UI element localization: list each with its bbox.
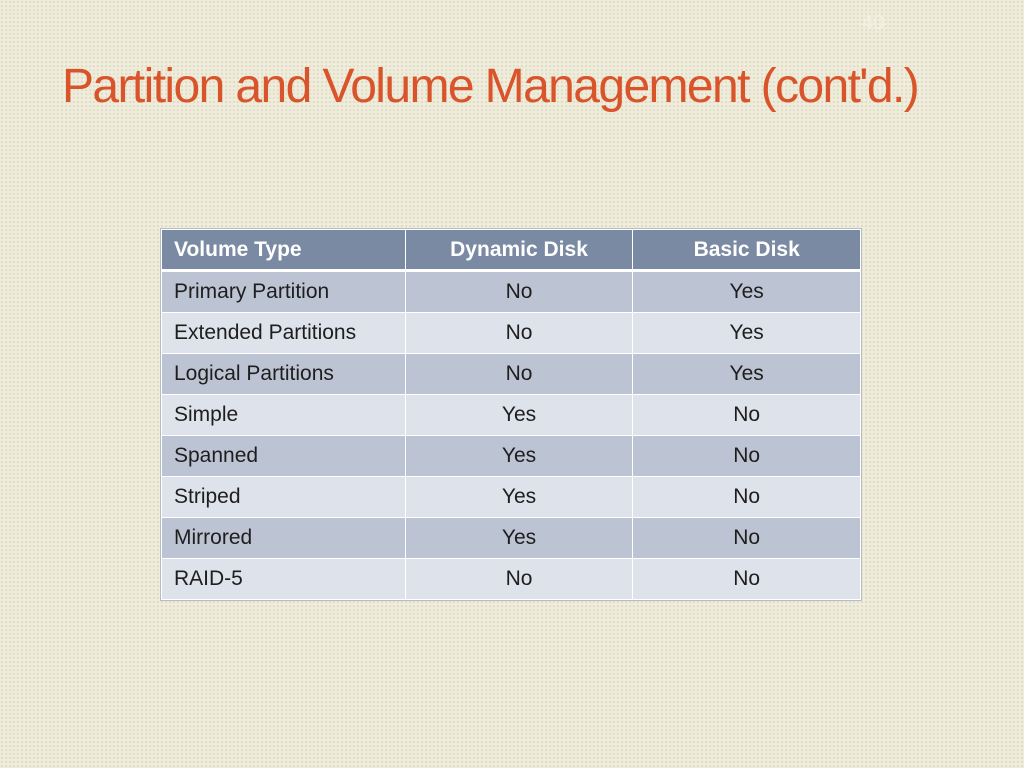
volume-type-cell: Mirrored [162, 518, 406, 559]
table-row [162, 436, 861, 477]
basic-disk-cell: No [633, 518, 861, 559]
basic-disk-cell: Yes [633, 271, 861, 313]
table-row [162, 313, 861, 354]
basic-disk-cell: No [633, 395, 861, 436]
dynamic-disk-cell: No [405, 559, 633, 600]
volume-type-cell: Simple [162, 395, 406, 436]
volume-type-cell: Spanned [162, 436, 406, 477]
volume-type-cell: Primary Partition [162, 271, 406, 313]
dynamic-disk-cell: Yes [405, 395, 633, 436]
basic-disk-cell: No [633, 559, 861, 600]
volume-type-cell: Extended Partitions [162, 313, 406, 354]
dynamic-disk-cell: No [405, 313, 633, 354]
basic-disk-cell: Yes [633, 354, 861, 395]
volume-type-cell: RAID-5 [162, 559, 406, 600]
header-volume-type: Volume Type [162, 230, 406, 271]
volume-type-cell: Logical Partitions [162, 354, 406, 395]
slide-number: 40 [862, 12, 885, 34]
basic-disk-cell: Yes [633, 313, 861, 354]
table-row [162, 395, 861, 436]
table-row [162, 354, 861, 395]
header-basic-disk: Basic Disk [633, 230, 861, 271]
volume-type-cell: Striped [162, 477, 406, 518]
table-row [162, 559, 861, 600]
basic-disk-cell: No [633, 477, 861, 518]
slide-title: Partition and Volume Management (cont'd.) [62, 60, 919, 113]
table-row [162, 518, 861, 559]
volume-support-table [161, 229, 861, 600]
table-row [162, 271, 861, 313]
dynamic-disk-cell: No [405, 354, 633, 395]
dynamic-disk-cell: Yes [405, 436, 633, 477]
dynamic-disk-cell: Yes [405, 518, 633, 559]
table-row [162, 477, 861, 518]
dynamic-disk-cell: No [405, 271, 633, 313]
table-header-row [162, 230, 861, 271]
basic-disk-cell: No [633, 436, 861, 477]
header-dynamic-disk: Dynamic Disk [405, 230, 633, 271]
dynamic-disk-cell: Yes [405, 477, 633, 518]
